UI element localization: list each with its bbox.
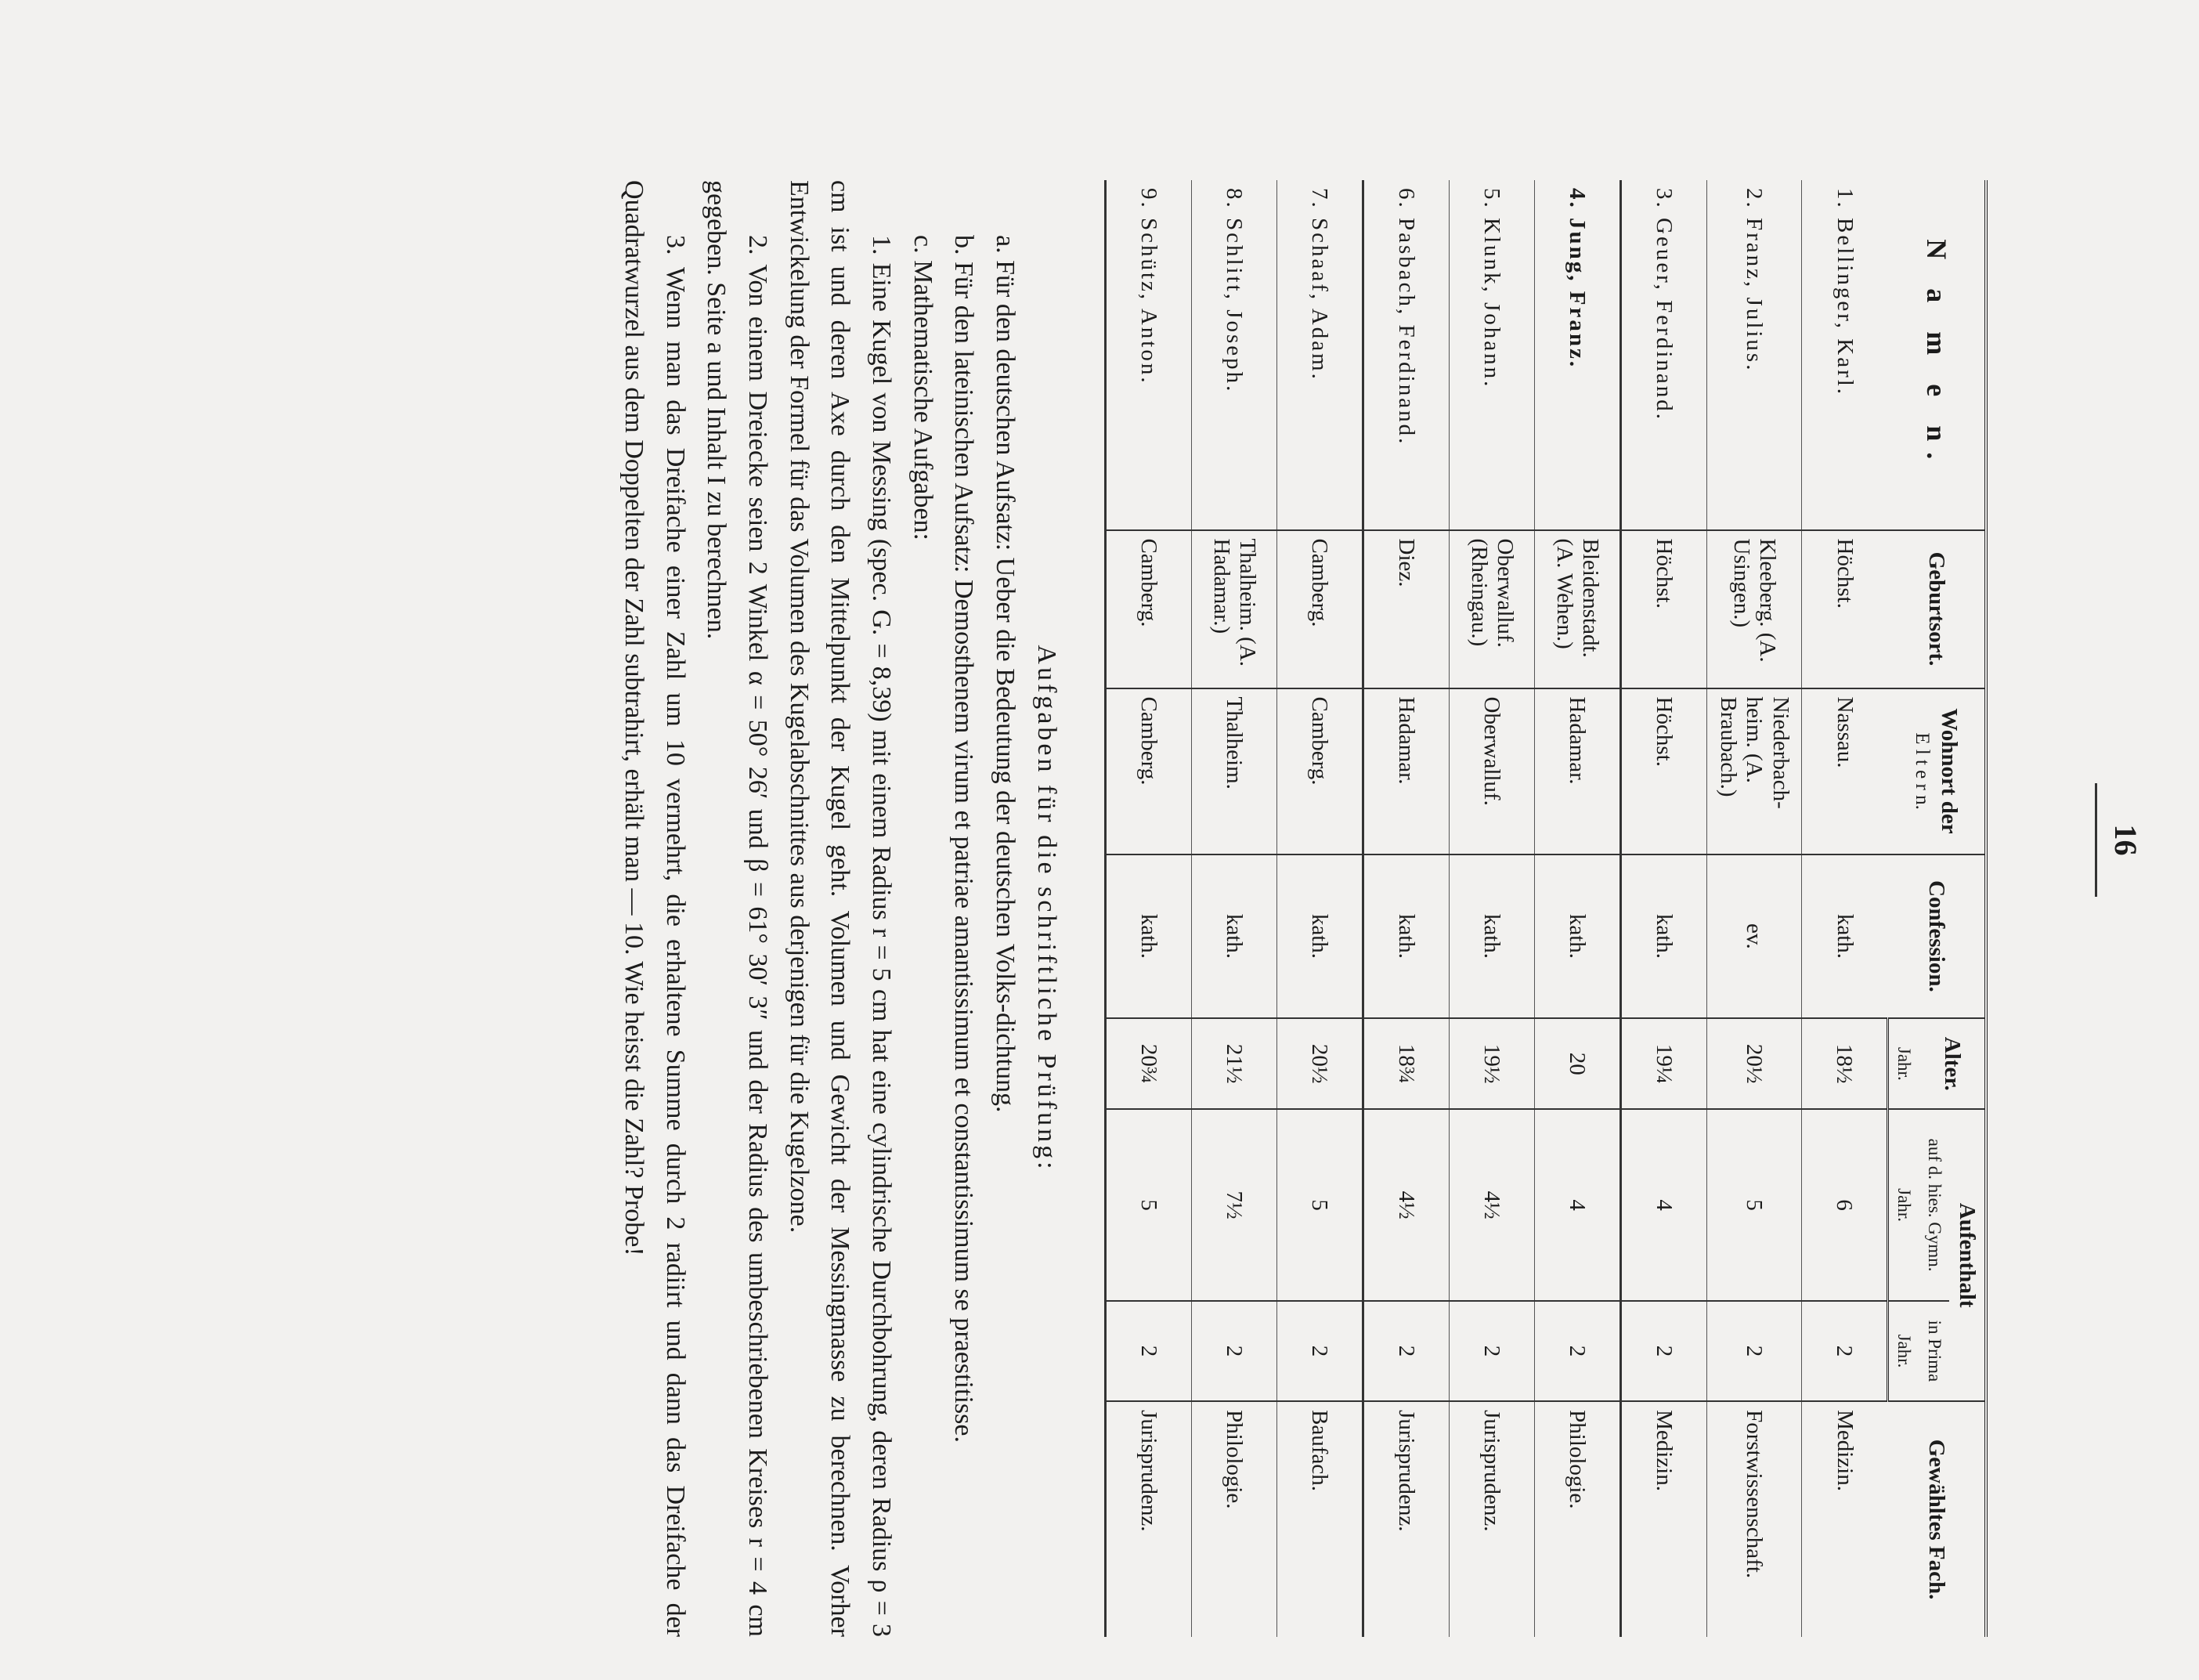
cell-prima: 2 bbox=[1105, 1301, 1191, 1401]
page-content bbox=[612, 180, 1988, 1660]
cell-prima: 2 bbox=[1706, 1301, 1801, 1401]
cell-geburtsort: Bleidenstadt. (A. Wehen.) bbox=[1534, 530, 1620, 688]
cell-wohnort: Nassau. bbox=[1801, 688, 1887, 854]
table-row bbox=[1534, 180, 1620, 1637]
task-german-essay: a. Für den deutschen Aufsatz: Ueber die Bedeutung der deutschen Volks-dichtung. bbox=[991, 235, 1020, 1113]
cell-geburtsort: Diez. bbox=[1363, 530, 1449, 688]
cell-name: 1. Bellinger, Karl. bbox=[1801, 180, 1887, 530]
cell-wohnort: Höchst. bbox=[1620, 688, 1706, 854]
header-fach: Gewähltes Fach. bbox=[1887, 1401, 1986, 1637]
header-unit-gymn: Jahr. bbox=[1887, 1109, 1919, 1301]
header-aufenthalt: Aufenthalt bbox=[1949, 1109, 1986, 1401]
cell-confession: kath. bbox=[1449, 854, 1534, 1019]
cell-confession: kath. bbox=[1363, 854, 1449, 1019]
cell-confession: kath. bbox=[1191, 854, 1276, 1019]
header-unit-prima: Jahr. bbox=[1887, 1301, 1919, 1401]
cell-prima: 2 bbox=[1534, 1301, 1620, 1401]
cell-fach: Medizin. bbox=[1620, 1401, 1706, 1637]
tasks-heading: Aufgaben für die schriftliche Prüfung: bbox=[1031, 645, 1061, 1172]
cell-confession: kath. bbox=[1534, 854, 1620, 1019]
cell-gymn: 5 bbox=[1105, 1109, 1191, 1301]
cell-prima: 2 bbox=[1620, 1301, 1706, 1401]
cell-geburtsort: Oberwalluf. (Rheingau.) bbox=[1449, 530, 1534, 688]
cell-gymn: 7½ bbox=[1191, 1109, 1276, 1301]
cell-prima: 2 bbox=[1363, 1301, 1449, 1401]
cell-name: 3. Geuer, Ferdinand. bbox=[1620, 180, 1706, 530]
cell-alter: 18½ bbox=[1801, 1018, 1887, 1109]
cell-fach: Medizin. bbox=[1801, 1401, 1887, 1637]
header-name: N a m e n. bbox=[1887, 180, 1986, 530]
cell-gymn: 5 bbox=[1276, 1109, 1363, 1301]
table-row bbox=[1620, 180, 1706, 1637]
cell-name: 9. Schütz, Anton. bbox=[1105, 180, 1191, 530]
table-row bbox=[1191, 180, 1276, 1637]
student-table bbox=[1104, 180, 1988, 1637]
cell-wohnort: Hadamar. bbox=[1363, 688, 1449, 854]
task-latin-essay: b. Für den lateinischen Aufsatz: Demosthenem virum et patriae amantissimum et constantissimum se praestitisse. bbox=[949, 235, 979, 1443]
task-math-3: 3. Wenn man das Dreifache einer Zahl um 10 vermehrt, die erhaltene Summe durch 2 radiirt und dann das Dreifache der Quadratwurzel aus dem Doppelten der Zahl subtrahirt, erhält man — 10. Wie heisst die Zahl? Probe! bbox=[619, 180, 690, 1637]
cell-alter: 20¾ bbox=[1105, 1018, 1191, 1109]
cell-name: 8. Schlitt, Joseph. bbox=[1191, 180, 1276, 530]
cell-gymn: 6 bbox=[1801, 1109, 1887, 1301]
cell-geburtsort: Höchst. bbox=[1620, 530, 1706, 688]
task-math-1: 1. Eine Kugel von Messing (spec. G. = 8,39) mit einem Radius r = 5 cm hat eine cylindrische Durchbohrung, deren Radius ρ = 3 cm ist und deren Axe durch den Mittelpunkt der Kugel geht. Volumen und Gewicht der Messingmasse zu berechnen. Vorher Entwickelung der Formel für das Volumen des Kugelabschnittes aus derjenigen für die Kugelzone. bbox=[784, 180, 896, 1637]
cell-wohnort: Niederbach-heim. (A. Braubach.) bbox=[1706, 688, 1801, 854]
cell-geburtsort: Kleeberg. (A. Usingen.) bbox=[1706, 530, 1801, 688]
cell-name: 7. Schaaf, Adam. bbox=[1276, 180, 1363, 530]
cell-confession: kath. bbox=[1620, 854, 1706, 1019]
cell-alter: 19¼ bbox=[1620, 1018, 1706, 1109]
table-row bbox=[1105, 180, 1191, 1637]
cell-name: 5. Klunk, Johann. bbox=[1449, 180, 1534, 530]
cell-alter: 20½ bbox=[1276, 1018, 1363, 1109]
cell-alter: 20½ bbox=[1706, 1018, 1801, 1109]
page-number: 16 bbox=[2108, 824, 2143, 856]
header-alter: Alter. bbox=[1919, 1018, 1986, 1109]
cell-confession: kath. bbox=[1276, 854, 1363, 1019]
cell-geburtsort: Camberg. bbox=[1276, 530, 1363, 688]
cell-fach: Philologie. bbox=[1534, 1401, 1620, 1637]
cell-alter: 20 bbox=[1534, 1018, 1620, 1109]
cell-geburtsort: Thalheim. (A. Hadamar.) bbox=[1191, 530, 1276, 688]
cell-prima: 2 bbox=[1276, 1301, 1363, 1401]
cell-name: 2. Franz, Julius. bbox=[1706, 180, 1801, 530]
cell-prima: 2 bbox=[1449, 1301, 1534, 1401]
cell-wohnort: Oberwalluf. bbox=[1449, 688, 1534, 854]
cell-gymn: 5 bbox=[1706, 1109, 1801, 1301]
page-number-rule bbox=[2095, 783, 2097, 897]
table-row bbox=[1276, 180, 1363, 1637]
cell-prima: 2 bbox=[1191, 1301, 1276, 1401]
cell-gymn: 4 bbox=[1620, 1109, 1706, 1301]
cell-fach: Baufach. bbox=[1276, 1401, 1363, 1637]
task-math-2: 2. Von einem Dreiecke seien 2 Winkel α = 50° 26′ und β = 61° 30′ 3″ und der Radius des umbeschriebenen Kreises r = 4 cm gegeben. Seite a und Inhalt I zu berechnen. bbox=[702, 180, 772, 1637]
header-aufenthalt-prima: in Prima bbox=[1919, 1301, 1948, 1401]
cell-fach: Jurisprudenz. bbox=[1363, 1401, 1449, 1637]
header-wohnort: Wohnort der E l t e r n. bbox=[1887, 688, 1986, 854]
header-confession: Confession. bbox=[1887, 854, 1986, 1019]
table-row bbox=[1706, 180, 1801, 1637]
cell-name: 6. Pasbach, Ferdinand. bbox=[1363, 180, 1449, 530]
table-row bbox=[1449, 180, 1534, 1637]
cell-gymn: 4½ bbox=[1363, 1109, 1449, 1301]
cell-confession: kath. bbox=[1801, 854, 1887, 1019]
cell-wohnort: Camberg. bbox=[1276, 688, 1363, 854]
cell-wohnort: Thalheim. bbox=[1191, 688, 1276, 854]
task-math-heading: c. Mathematische Aufgaben: bbox=[908, 235, 937, 540]
cell-fach: Jurisprudenz. bbox=[1105, 1401, 1191, 1637]
cell-gymn: 4½ bbox=[1449, 1109, 1534, 1301]
exam-tasks bbox=[612, 180, 1067, 1637]
cell-fach: Jurisprudenz. bbox=[1449, 1401, 1534, 1637]
table-row bbox=[1801, 180, 1887, 1637]
cell-confession: ev. bbox=[1706, 854, 1801, 1019]
cell-fach: Philologie. bbox=[1191, 1401, 1276, 1637]
header-aufenthalt-gymn: auf d. hies. Gymn. bbox=[1919, 1109, 1948, 1301]
table-row bbox=[1363, 180, 1449, 1637]
cell-geburtsort: Höchst. bbox=[1801, 530, 1887, 688]
cell-name: 4. Jung, Franz. bbox=[1534, 180, 1620, 530]
cell-wohnort: Hadamar. bbox=[1534, 688, 1620, 854]
cell-geburtsort: Camberg. bbox=[1105, 530, 1191, 688]
cell-alter: 18¾ bbox=[1363, 1018, 1449, 1109]
cell-gymn: 4 bbox=[1534, 1109, 1620, 1301]
cell-confession: kath. bbox=[1105, 854, 1191, 1019]
header-unit-alter: Jahr. bbox=[1887, 1018, 1919, 1109]
cell-prima: 2 bbox=[1801, 1301, 1887, 1401]
header-geburtsort: Geburtsort. bbox=[1887, 530, 1986, 688]
cell-fach: Forstwissenschaft. bbox=[1706, 1401, 1801, 1637]
cell-alter: 21½ bbox=[1191, 1018, 1276, 1109]
cell-wohnort: Camberg. bbox=[1105, 688, 1191, 854]
cell-alter: 19½ bbox=[1449, 1018, 1534, 1109]
